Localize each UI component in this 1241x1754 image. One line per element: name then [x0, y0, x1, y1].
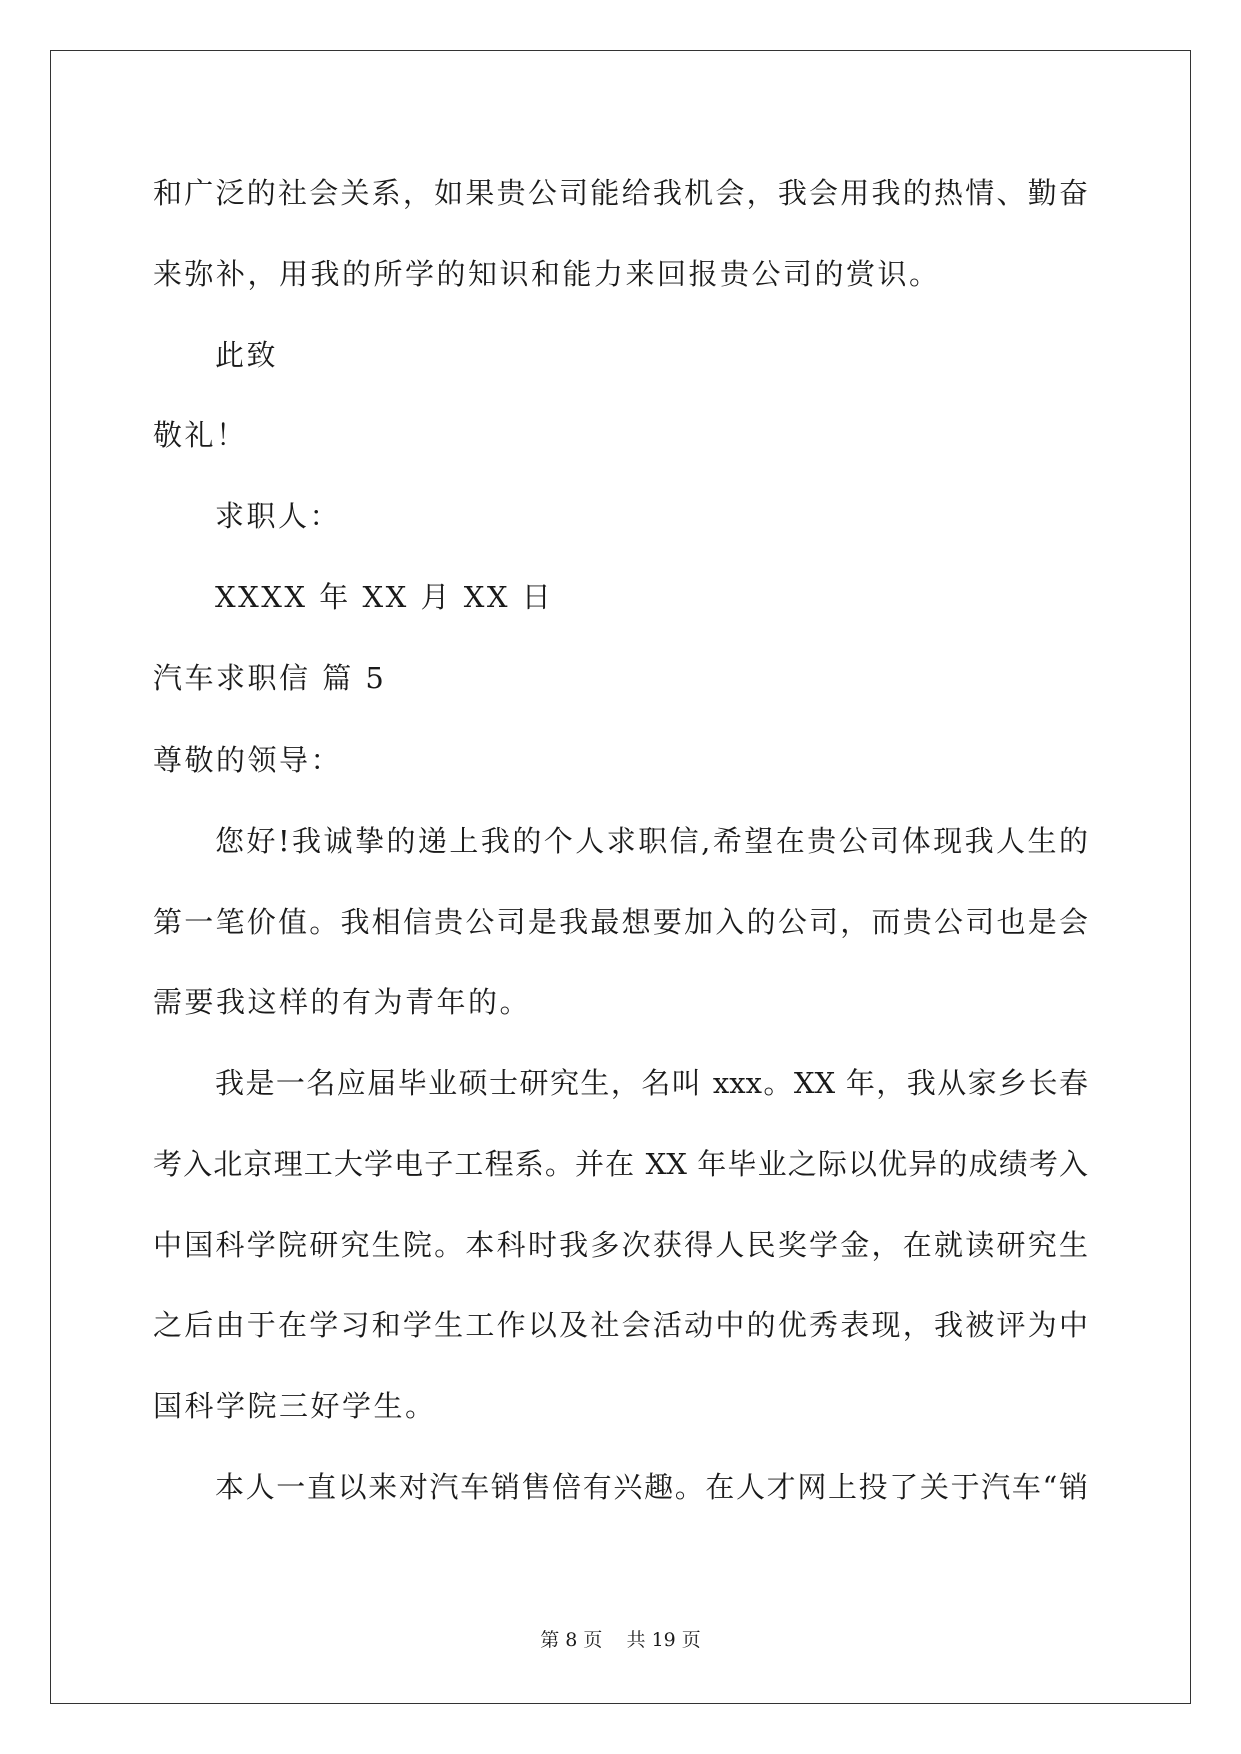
page-frame — [50, 50, 1191, 1704]
date-line: XXXX 年 XX 月 XX 日 — [215, 580, 554, 614]
salutation-regards: 敬礼！ — [153, 418, 248, 452]
body-line: 中国科学院研究生院。本科时我多次获得人民奖学金，在就读研究生 — [153, 1228, 1088, 1262]
body-line: 需要我这样的有为青年的。 — [153, 985, 532, 1019]
body-line: 和广泛的社会关系，如果贵公司能给我机会，我会用我的热情、勤奋 — [153, 176, 1088, 210]
body-line: 来弥补，用我的所学的知识和能力来回报贵公司的赏识。 — [153, 257, 941, 291]
body-line: 第一笔价值。我相信贵公司是我最想要加入的公司，而贵公司也是会 — [153, 905, 1088, 939]
body-line: 考入北京理工大学电子工程系。并在 XX 年毕业之际以优异的成绩考入 — [153, 1147, 1088, 1181]
body-line: 您好!我诚挚的递上我的个人求职信,希望在贵公司体现我人生的 — [215, 824, 1088, 858]
body-line: 之后由于在学习和学生工作以及社会活动中的优秀表现，我被评为中 — [153, 1308, 1088, 1342]
section-heading: 汽车求职信 篇 5 — [153, 661, 387, 695]
body-line: 我是一名应届毕业硕士研究生，名叫 xxx。XX 年，我从家乡长春 — [215, 1066, 1088, 1100]
salutation-closing: 此致 — [215, 338, 279, 372]
page-footer: 第 8 页 共 19 页 — [540, 1629, 701, 1651]
greeting-line: 尊敬的领导： — [153, 743, 343, 777]
body-line: 本人一直以来对汽车销售倍有兴趣。在人才网上投了关于汽车“销 — [215, 1470, 1088, 1504]
body-line: 国科学院三好学生。 — [153, 1389, 437, 1423]
signature-label: 求职人： — [215, 499, 342, 533]
